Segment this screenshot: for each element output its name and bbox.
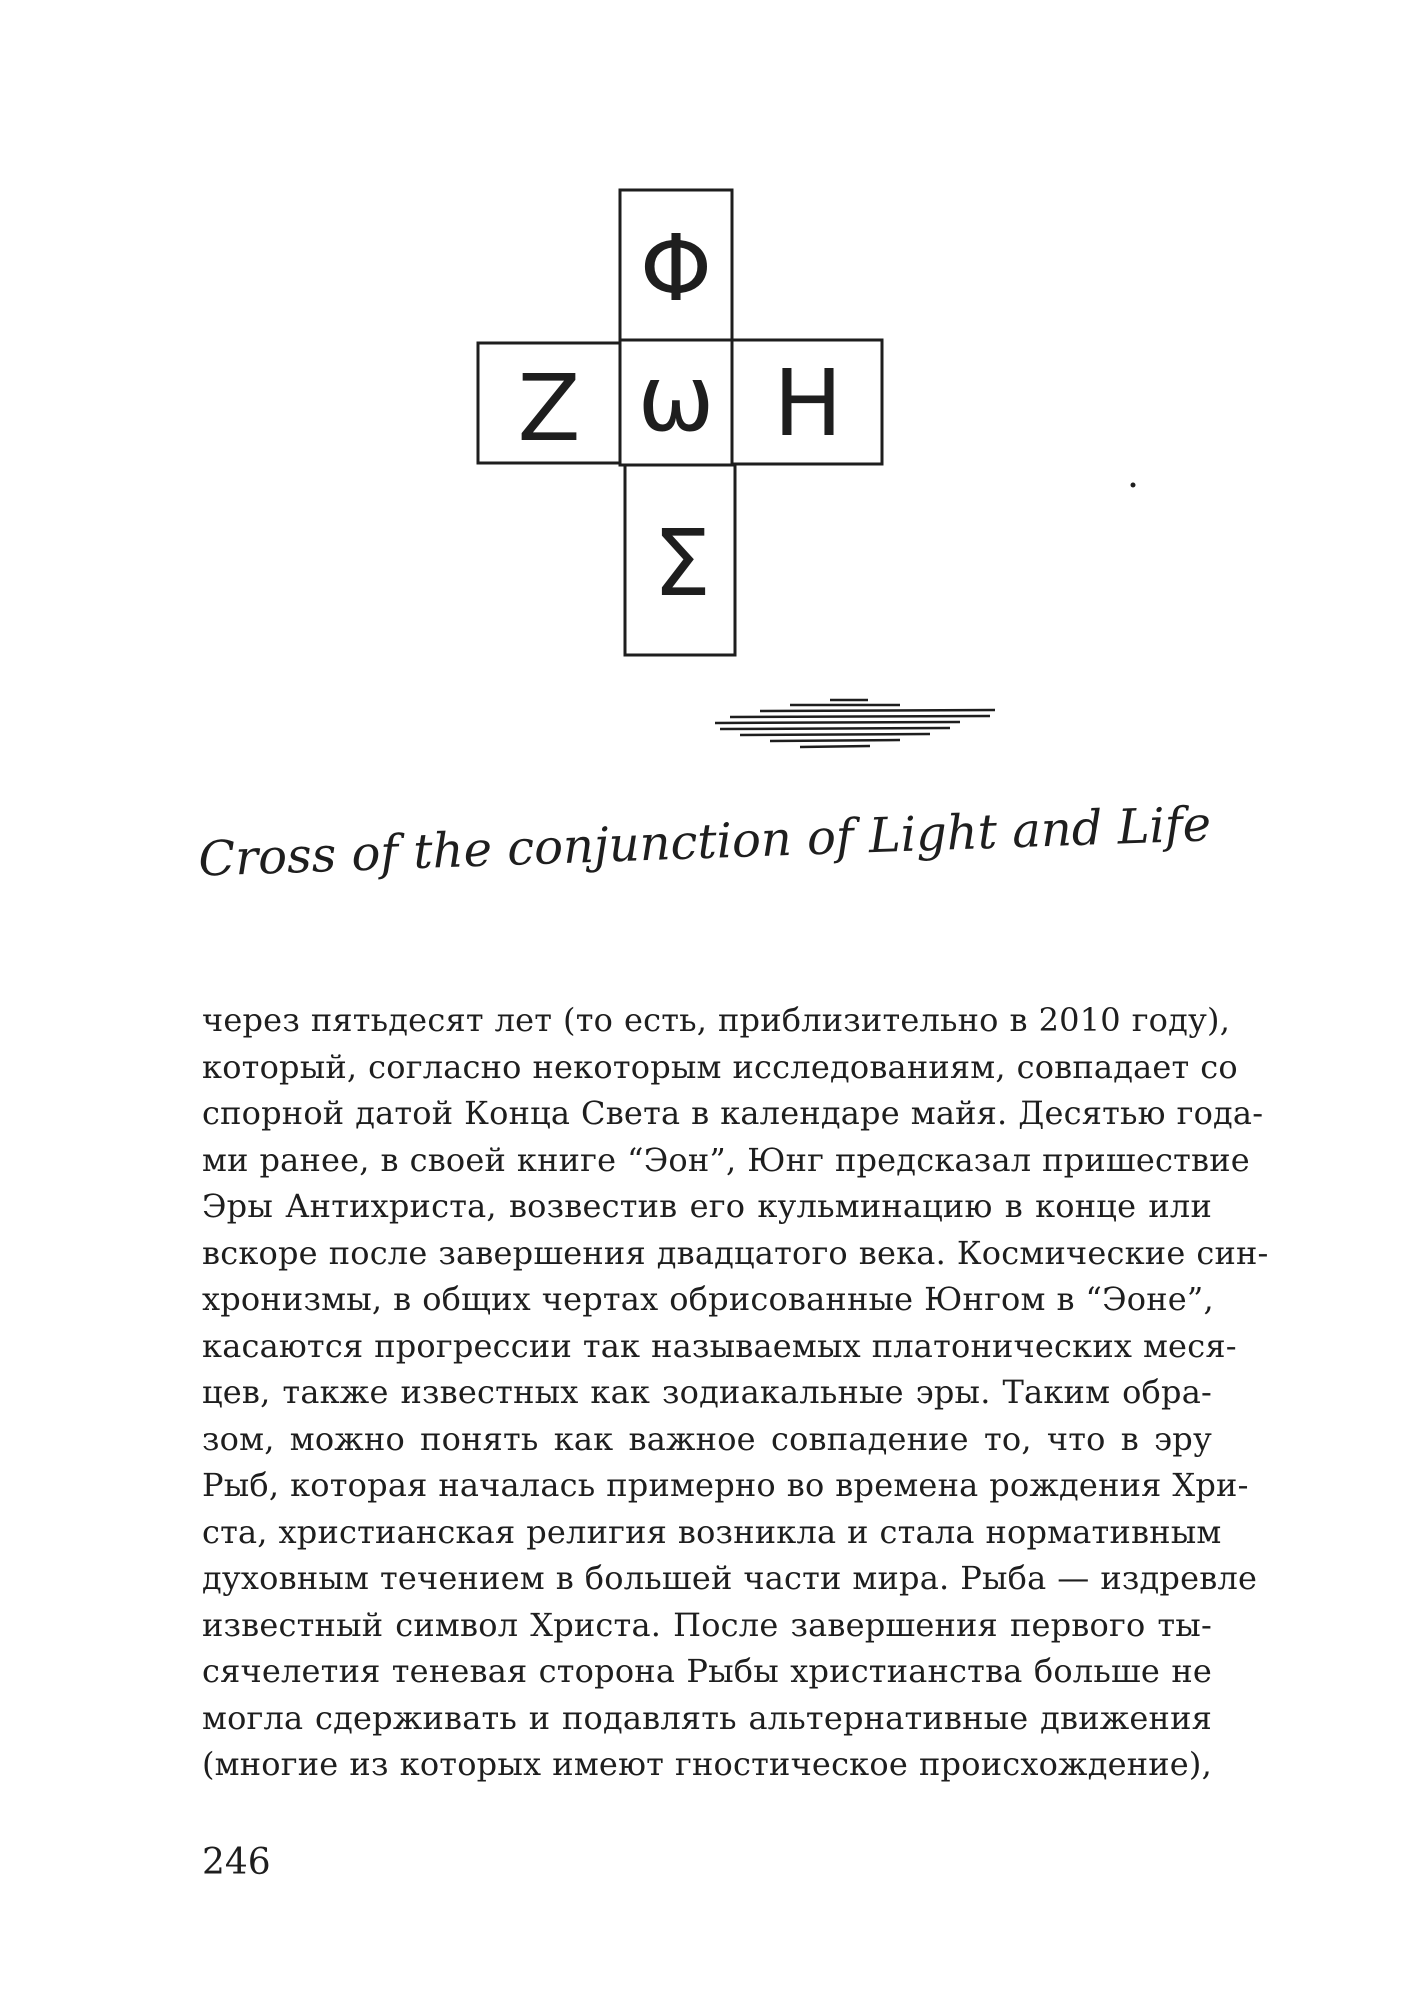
letter-omega: ω — [637, 345, 715, 452]
text-line: сячелетия теневая сторона Рыбы христианства больше не — [202, 1652, 1212, 1690]
text-line: цев, также известных как зодиакальные эры. Таким обра- — [202, 1373, 1212, 1411]
text-line: Рыб, которая началась примерно во времена рождения Хри- — [202, 1466, 1249, 1504]
letter-zeta: Z — [517, 355, 581, 462]
text-line: вскоре после завершения двадцатого века. Космические син- — [202, 1233, 1269, 1272]
cross-drawing — [0, 0, 1410, 920]
letter-phi: Φ — [639, 215, 713, 322]
letter-eta: H — [773, 350, 843, 457]
body-paragraph — [202, 997, 1269, 1788]
text-line: духовным течением в большей части мира. Рыба — издревле — [202, 1559, 1258, 1597]
cross-figure — [0, 0, 1410, 920]
decorative-strokes — [715, 700, 995, 747]
text-line: Эры Антихриста, возвестив его кульминацию в конце или — [202, 1187, 1212, 1225]
page-number: 246 — [202, 1842, 271, 1883]
text-line: касаются прогрессии так называемых платонических меся- — [202, 1326, 1237, 1365]
text-line: зом, можно понять как важное совпадение то, что в эру — [202, 1419, 1212, 1458]
text-line: который, согласно некоторым исследованиям, совпадает со — [202, 1047, 1238, 1086]
text-line: (многие из которых имеют гностическое происхождение), — [202, 1745, 1212, 1783]
text-line: могла сдерживать и подавлять альтернативные движения — [202, 1698, 1212, 1737]
letter-sigma: Σ — [652, 510, 712, 617]
text-line: ми ранее, в своей книге “Эон”, Юнг предсказал пришествие — [202, 1140, 1250, 1179]
text-line: через пятьдесят лет (то есть, приблизительно в 2010 году), — [202, 1001, 1231, 1039]
text-line: хронизмы, в общих чертах обрисованные Юнгом в “Эоне”, — [202, 1280, 1214, 1318]
text-line: известный символ Христа. После завершения первого ты- — [202, 1605, 1212, 1644]
text-line: ста, христианская религия возникла и стала нормативным — [202, 1512, 1222, 1551]
figure-caption: Cross of the conjunction of Light and Life — [197, 796, 1212, 888]
speck-mark — [1131, 483, 1136, 488]
text-line: спорной датой Конца Света в календаре майя. Десятью года- — [202, 1094, 1264, 1132]
